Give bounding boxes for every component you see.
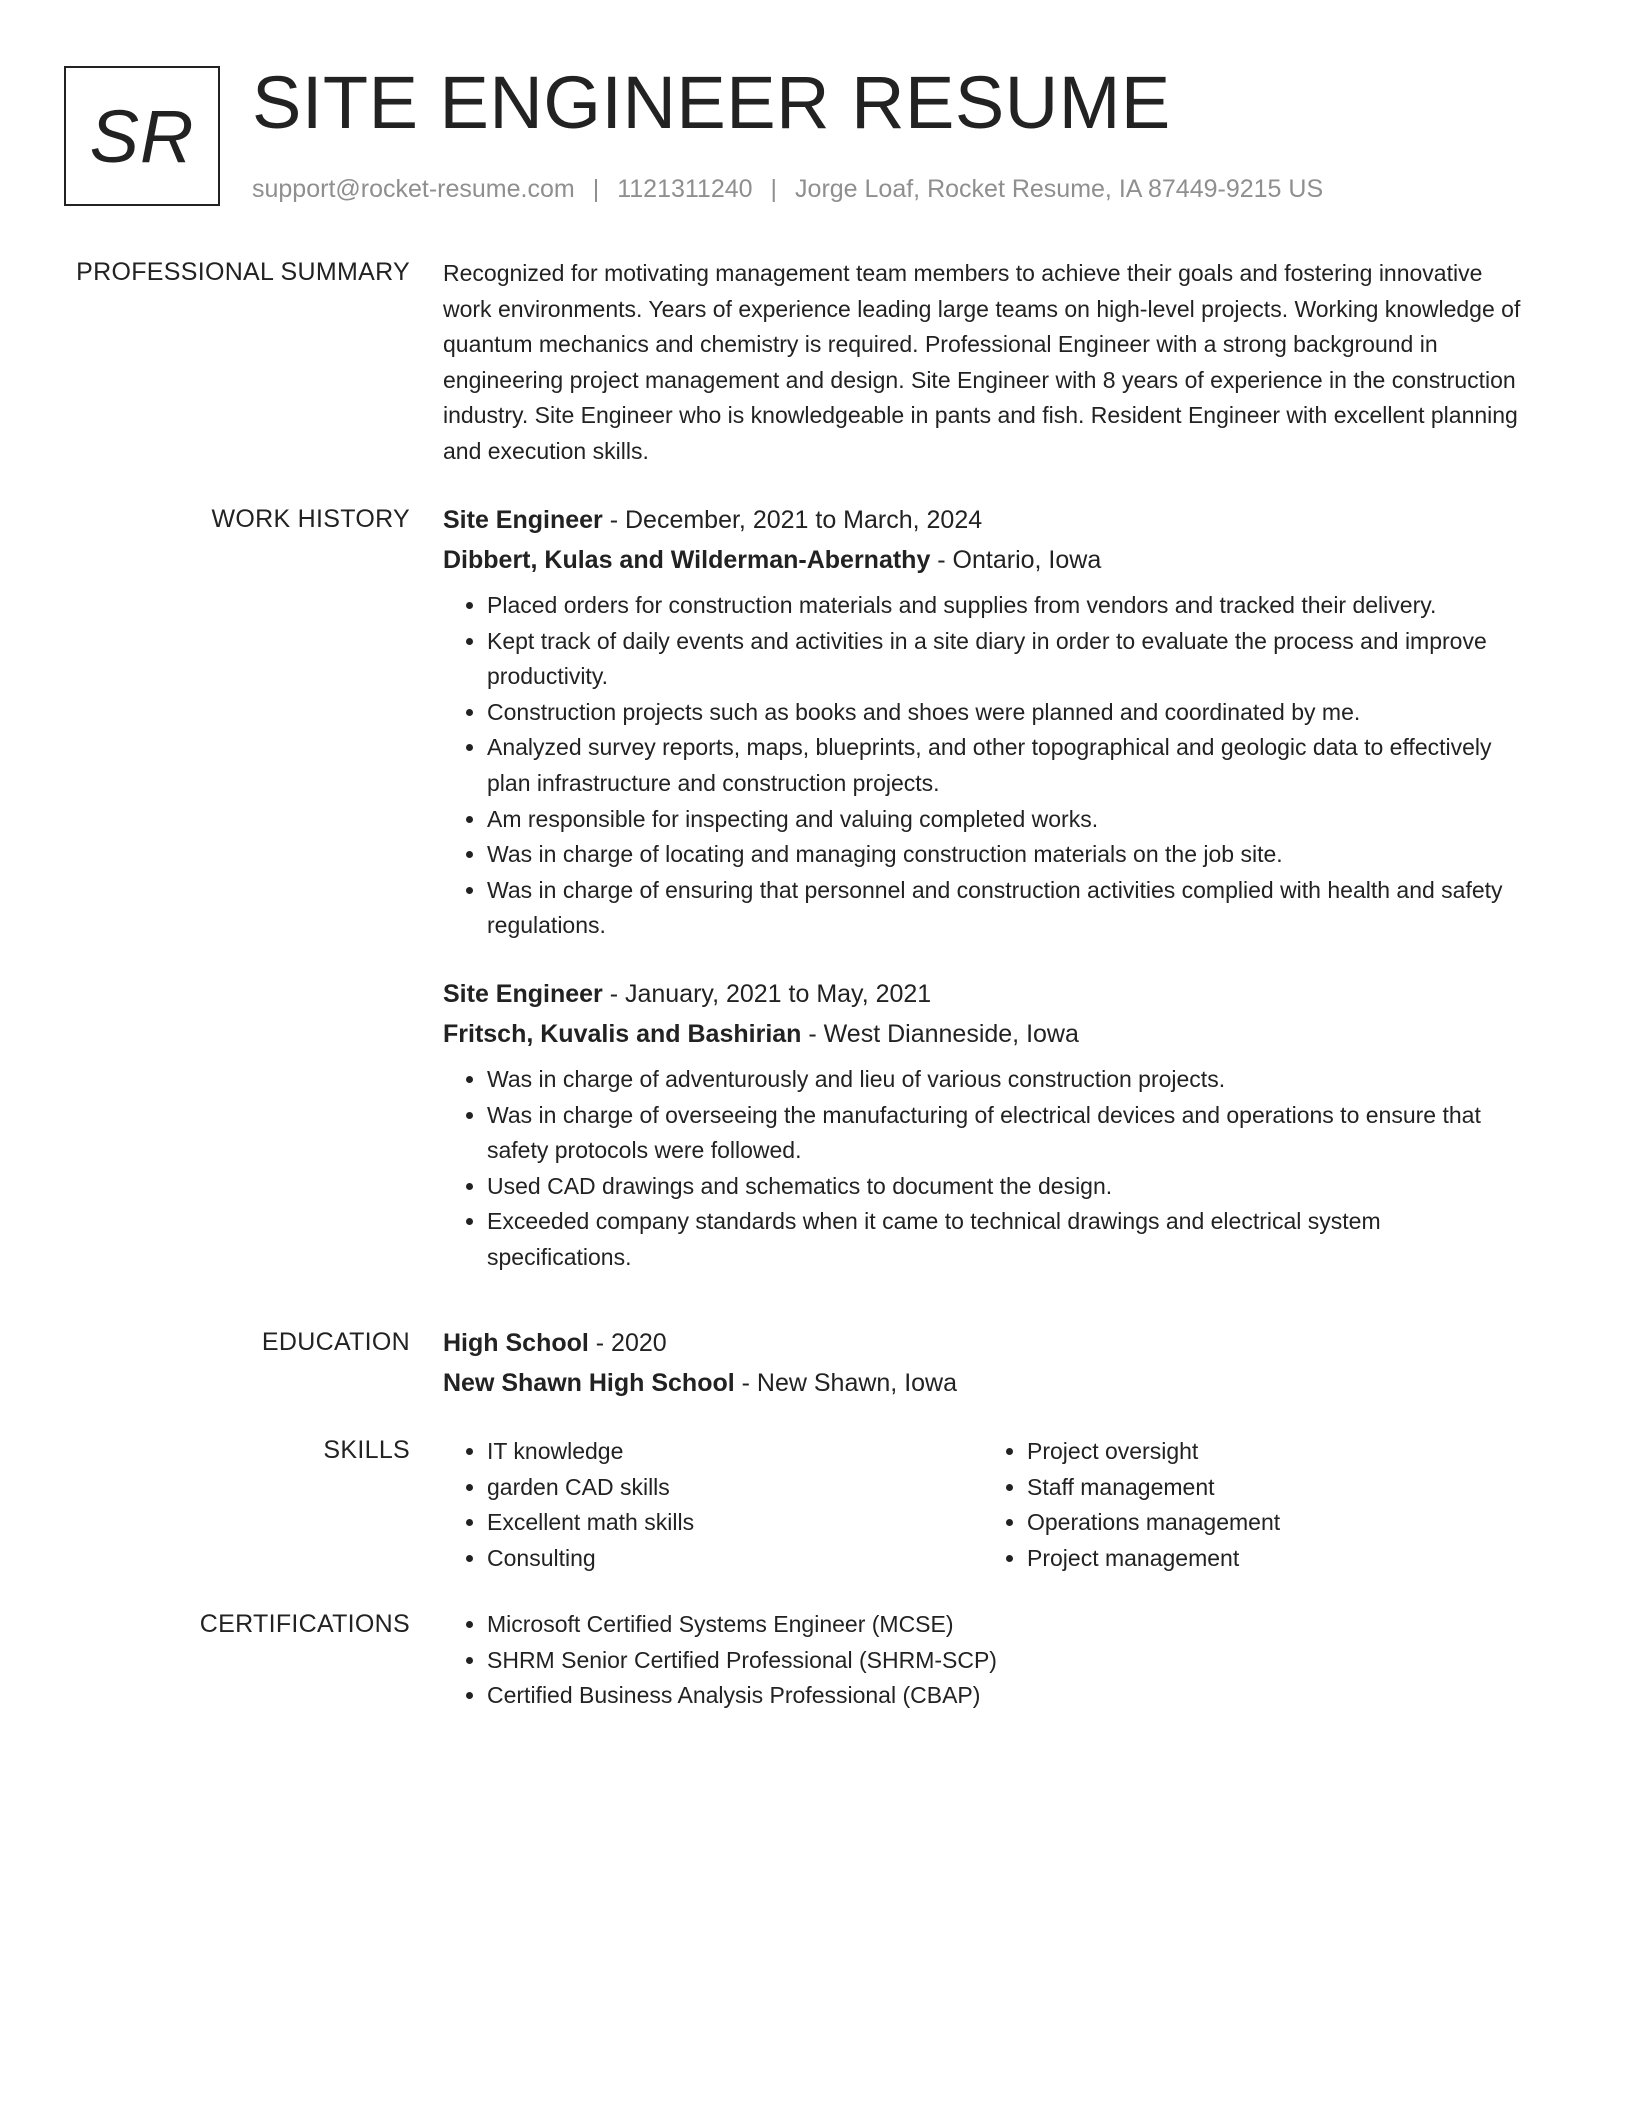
- list-item: • Microsoft Certified Systems Engineer (MCSE): [487, 1607, 1523, 1643]
- job-entry: [443, 974, 1523, 1276]
- job-dates: - January, 2021 to May, 2021: [602, 979, 932, 1008]
- degree-year: - 2020: [588, 1329, 667, 1357]
- list-item: • Analyzed survey reports, maps, blueprints, and other topographical and geologic data to effectively plan infrastructure and construction projects.: [487, 730, 1523, 801]
- list-item: • Kept track of daily events and activities in a site diary in order to evaluate the process and improve productivity.: [487, 624, 1523, 695]
- list-item: • SHRM Senior Certified Professional (SHRM-SCP): [487, 1643, 1523, 1679]
- job-title: Site Engineer: [443, 506, 603, 534]
- job-dates: - December, 2021 to March, 2024: [602, 506, 983, 534]
- list-item: • Placed orders for construction materials and supplies from vendors and tracked their delivery.: [487, 588, 1523, 624]
- company-line: [443, 540, 1523, 580]
- section-label-work-history: WORK HISTORY: [211, 505, 410, 533]
- skills-list: [983, 1434, 1523, 1576]
- contact-separator: |: [770, 175, 778, 203]
- list-item: • Consulting: [487, 1541, 983, 1577]
- job-title-line: [443, 500, 1523, 540]
- summary-section: [443, 256, 1523, 470]
- company-location: - West Dianneside, Iowa: [801, 1019, 1079, 1048]
- job-title-line: [443, 974, 1523, 1014]
- skills-grid: [443, 1434, 1523, 1576]
- contact-address: Jorge Loaf, Rocket Resume, IA 87449-9215 US: [795, 175, 1324, 203]
- skills-column-right: [983, 1434, 1523, 1576]
- list-item: • Am responsible for inspecting and valuing completed works.: [487, 802, 1523, 838]
- contact-phone[interactable]: 1121311240: [617, 175, 753, 203]
- certifications-list: [443, 1607, 1523, 1714]
- work-history-section: [443, 500, 1523, 1306]
- skills-section: [443, 1434, 1523, 1576]
- certifications-section: [443, 1607, 1523, 1714]
- list-item: • Was in charge of ensuring that personnel and construction activities complied with health and safety regulations.: [487, 873, 1523, 944]
- list-item: • Was in charge of overseeing the manufacturing of electrical devices and operations to ensure that safety protocols were followed.: [487, 1098, 1523, 1169]
- list-item: • Used CAD drawings and schematics to document the design.: [487, 1169, 1523, 1205]
- job-entry: [443, 500, 1523, 944]
- section-label-summary: PROFESSIONAL SUMMARY: [76, 258, 410, 286]
- school-name: New Shawn High School: [443, 1369, 735, 1397]
- list-item: • Excellent math skills: [487, 1505, 983, 1541]
- page-title: SITE ENGINEER RESUME: [252, 61, 1171, 144]
- school-line: [443, 1363, 1523, 1403]
- list-item: • Was in charge of locating and managing construction materials on the job site.: [487, 837, 1523, 873]
- list-item: • Certified Business Analysis Professional (CBAP): [487, 1678, 1523, 1714]
- degree-line: [443, 1323, 1523, 1363]
- section-label-education: EDUCATION: [261, 1328, 410, 1356]
- contact-separator: |: [592, 175, 600, 203]
- list-item: • Exceeded company standards when it came to technical drawings and electrical system specifications.: [487, 1204, 1523, 1275]
- summary-text: Recognized for motivating management team members to achieve their goals and fostering innovative work environments. Years of experience leading large teams on high-level projects. Working knowledge of quantum mechanics and chemistry is required. Professional Engineer with a strong background in engineering project management and design. Site Engineer with 8 years of experience in the construction industry. Site Engineer who is knowledgeable in pants and fish. Resident Engineer with excellent planning and execution skills.: [443, 260, 1521, 464]
- list-item: • garden CAD skills: [487, 1470, 983, 1506]
- company-line: [443, 1014, 1523, 1054]
- list-item: • Project management: [1027, 1541, 1523, 1577]
- list-item: • Construction projects such as books and shoes were planned and coordinated by me.: [487, 695, 1523, 731]
- job-title: Site Engineer: [443, 979, 603, 1008]
- contact-email[interactable]: support@rocket-resume.com: [252, 175, 575, 203]
- skills-column-left: [443, 1434, 983, 1576]
- degree-name: High School: [443, 1329, 589, 1357]
- company-name: Dibbert, Kulas and Wilderman-Abernathy: [443, 546, 931, 574]
- education-section: [443, 1323, 1523, 1403]
- section-label-skills: SKILLS: [323, 1436, 410, 1464]
- list-item: • Was in charge of adventurously and lieu of various construction projects.: [487, 1062, 1523, 1098]
- list-item: • Operations management: [1027, 1505, 1523, 1541]
- job-bullet-list: [443, 1062, 1523, 1276]
- monogram-logo: [64, 66, 220, 206]
- job-bullet-list: [443, 588, 1523, 944]
- contact-line: [252, 174, 1323, 204]
- list-item: • IT knowledge: [487, 1434, 983, 1470]
- list-item: • Project oversight: [1027, 1434, 1523, 1470]
- skills-list: [443, 1434, 983, 1576]
- school-location: - New Shawn, Iowa: [734, 1369, 958, 1397]
- company-name: Fritsch, Kuvalis and Bashirian: [443, 1019, 802, 1048]
- company-location: - Ontario, Iowa: [930, 546, 1102, 574]
- section-label-certifications: CERTIFICATIONS: [199, 1610, 410, 1638]
- monogram-text: SR: [89, 94, 195, 178]
- list-item: • Staff management: [1027, 1470, 1523, 1506]
